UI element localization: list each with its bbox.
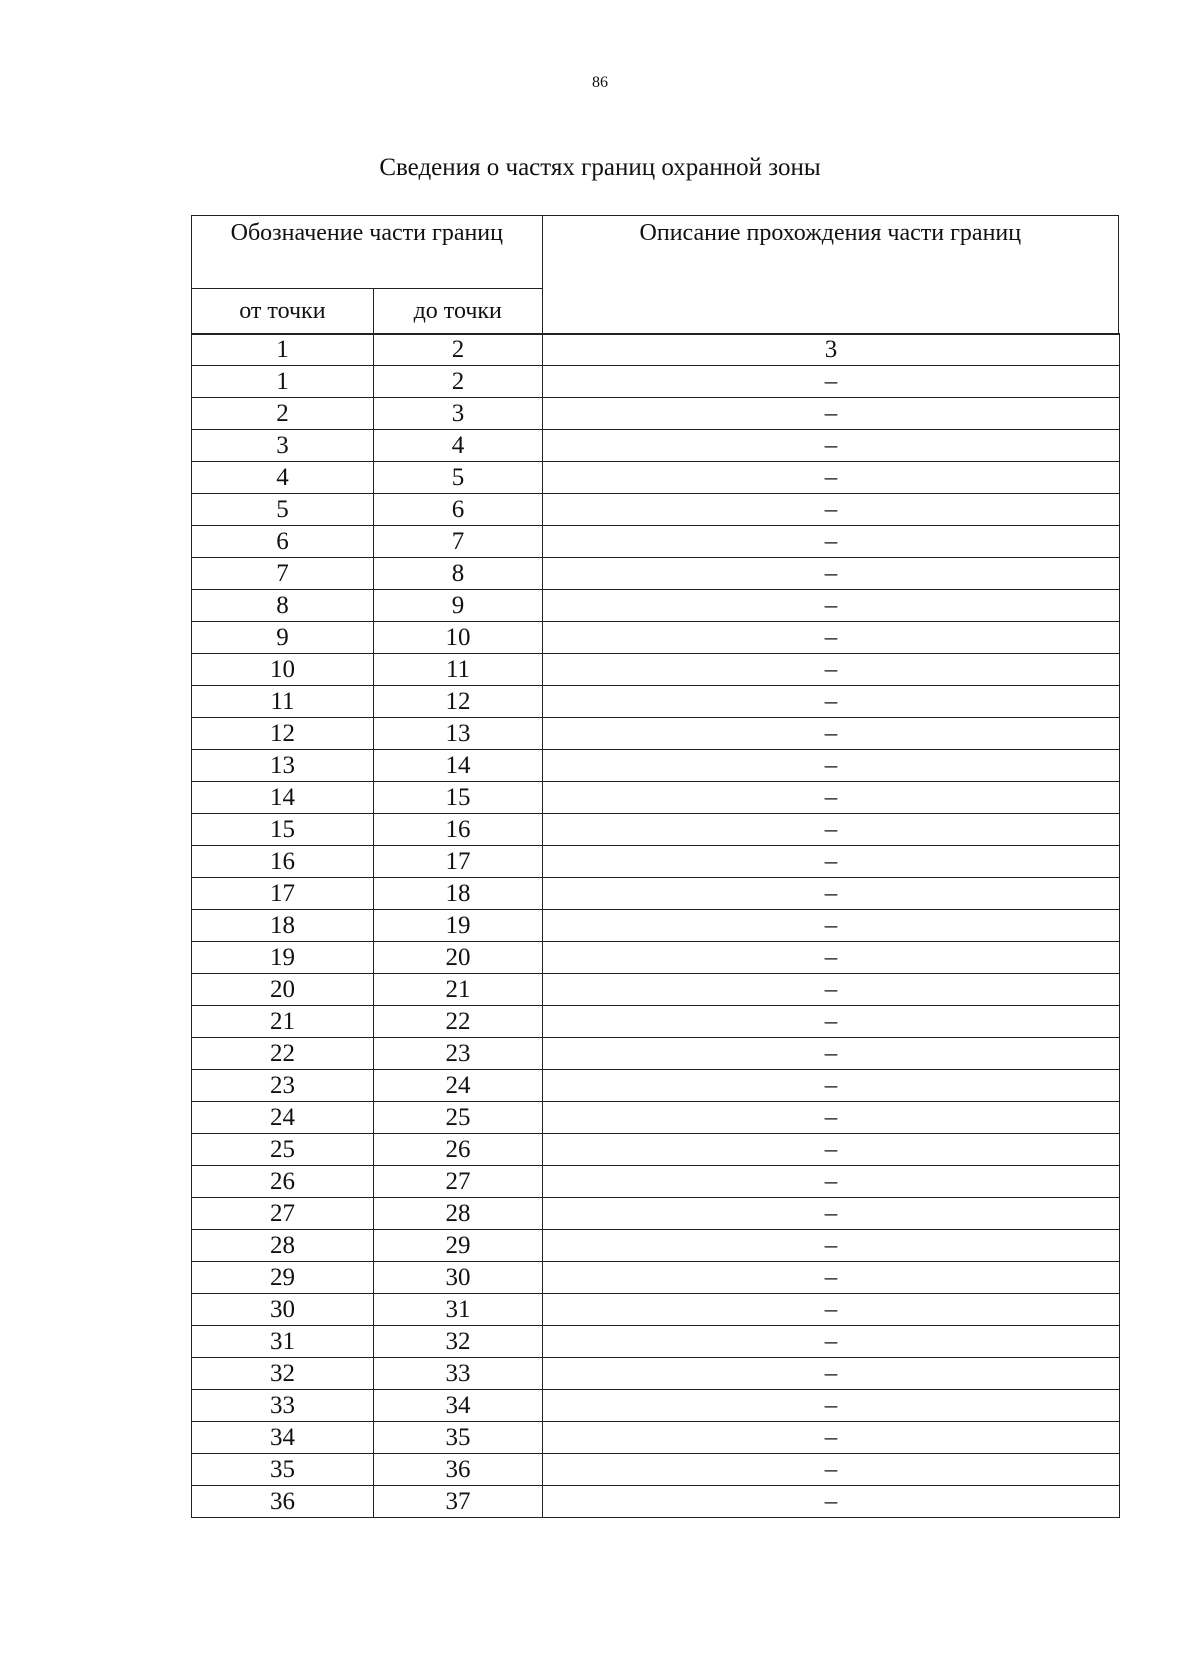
to-point-cell: 26 [374,1134,543,1166]
from-point-cell: 29 [192,1262,374,1294]
from-point-cell: 22 [192,1038,374,1070]
table-row [192,1038,1120,1070]
from-point-cell: 16 [192,846,374,878]
description-cell: – [543,1358,1120,1390]
description-cell: – [543,1102,1120,1134]
description-cell: – [543,1326,1120,1358]
to-point-cell: 4 [374,430,543,462]
table-row [192,1262,1120,1294]
from-point-cell: 27 [192,1198,374,1230]
table-row [192,814,1120,846]
from-point-cell: 4 [192,462,374,494]
to-point-cell: 9 [374,590,543,622]
from-point-cell: 14 [192,782,374,814]
to-point-cell: 11 [374,654,543,686]
description-cell: – [543,846,1120,878]
header-from-point: от точки [192,289,374,335]
from-point-cell: 11 [192,686,374,718]
table-row [192,430,1120,462]
to-point-cell: 35 [374,1422,543,1454]
document-title: Сведения о частях границ охранной зоны [379,154,821,181]
description-cell: – [543,1198,1120,1230]
from-point-cell: 19 [192,942,374,974]
to-point-cell: 33 [374,1358,543,1390]
to-point-cell: 18 [374,878,543,910]
description-cell: – [543,1134,1120,1166]
description-cell: – [543,494,1120,526]
to-point-cell: 34 [374,1390,543,1422]
to-point-cell: 22 [374,1006,543,1038]
from-point-cell: 1 [192,366,374,398]
table-header [191,215,1119,335]
table-row [192,1070,1120,1102]
table-row [192,398,1120,430]
description-cell: – [543,1262,1120,1294]
description-cell: – [543,974,1120,1006]
description-cell: – [543,1230,1120,1262]
description-cell: – [543,398,1120,430]
to-point-cell: 36 [374,1454,543,1486]
table-row [192,1006,1120,1038]
to-point-cell: 3 [374,398,543,430]
to-point-cell: 6 [374,494,543,526]
column-number: 2 [374,334,543,366]
table-row [192,1422,1120,1454]
to-point-cell: 12 [374,686,543,718]
from-point-cell: 15 [192,814,374,846]
from-point-cell: 10 [192,654,374,686]
table-row [192,1166,1120,1198]
column-number: 1 [192,334,374,366]
to-point-cell: 23 [374,1038,543,1070]
to-point-cell: 21 [374,974,543,1006]
description-cell: – [543,782,1120,814]
description-cell: – [543,910,1120,942]
description-cell: – [543,430,1120,462]
table-row [192,1134,1120,1166]
description-cell: – [543,1486,1120,1518]
to-point-cell: 13 [374,718,543,750]
description-cell: – [543,1006,1120,1038]
page-number: 86 [592,74,608,91]
table-row [192,910,1120,942]
table-row [192,622,1120,654]
from-point-cell: 18 [192,910,374,942]
from-point-cell: 20 [192,974,374,1006]
from-point-cell: 9 [192,622,374,654]
to-point-cell: 15 [374,782,543,814]
from-point-cell: 7 [192,558,374,590]
table-row [192,1326,1120,1358]
from-point-cell: 23 [192,1070,374,1102]
description-cell: – [543,942,1120,974]
description-cell: – [543,366,1120,398]
description-cell: – [543,718,1120,750]
to-point-cell: 31 [374,1294,543,1326]
from-point-cell: 28 [192,1230,374,1262]
from-point-cell: 32 [192,1358,374,1390]
to-point-cell: 25 [374,1102,543,1134]
header-to-point: до точки [373,289,542,335]
to-point-cell: 17 [374,846,543,878]
table-row [192,1198,1120,1230]
table-row [192,878,1120,910]
to-point-cell: 19 [374,910,543,942]
column-number-row [192,334,1120,366]
description-cell: – [543,558,1120,590]
from-point-cell: 6 [192,526,374,558]
description-cell: – [543,1390,1120,1422]
to-point-cell: 30 [374,1262,543,1294]
table-row [192,686,1120,718]
from-point-cell: 21 [192,1006,374,1038]
description-cell: – [543,526,1120,558]
to-point-cell: 28 [374,1198,543,1230]
from-point-cell: 25 [192,1134,374,1166]
to-point-cell: 27 [374,1166,543,1198]
table-row [192,526,1120,558]
from-point-cell: 3 [192,430,374,462]
to-point-cell: 8 [374,558,543,590]
to-point-cell: 32 [374,1326,543,1358]
description-cell: – [543,590,1120,622]
from-point-cell: 12 [192,718,374,750]
description-cell: – [543,1422,1120,1454]
table-row [192,718,1120,750]
description-cell: – [543,750,1120,782]
table-row [192,558,1120,590]
to-point-cell: 37 [374,1486,543,1518]
table-row [192,750,1120,782]
table-row [192,1294,1120,1326]
description-cell: – [543,1454,1120,1486]
description-cell: – [543,1294,1120,1326]
description-cell: – [543,622,1120,654]
to-point-cell: 7 [374,526,543,558]
table-row [192,1486,1120,1518]
from-point-cell: 33 [192,1390,374,1422]
from-point-cell: 35 [192,1454,374,1486]
table-row [192,974,1120,1006]
table-row [192,1390,1120,1422]
description-cell: – [543,654,1120,686]
description-cell: – [543,814,1120,846]
to-point-cell: 20 [374,942,543,974]
description-cell: – [543,462,1120,494]
table-row [192,1358,1120,1390]
from-point-cell: 31 [192,1326,374,1358]
to-point-cell: 10 [374,622,543,654]
to-point-cell: 5 [374,462,543,494]
from-point-cell: 36 [192,1486,374,1518]
to-point-cell: 16 [374,814,543,846]
table-row [192,366,1120,398]
to-point-cell: 29 [374,1230,543,1262]
table-row [192,462,1120,494]
to-point-cell: 24 [374,1070,543,1102]
from-point-cell: 24 [192,1102,374,1134]
table-row [192,942,1120,974]
table-row [192,1230,1120,1262]
table-row [192,1102,1120,1134]
from-point-cell: 13 [192,750,374,782]
from-point-cell: 2 [192,398,374,430]
description-cell: – [543,1038,1120,1070]
to-point-cell: 2 [374,366,543,398]
header-description: Описание прохождения части границ [542,216,1118,335]
table-row [192,846,1120,878]
header-boundary-designation: Обозначение части границ [192,216,543,289]
table-row [192,654,1120,686]
from-point-cell: 30 [192,1294,374,1326]
description-cell: – [543,1070,1120,1102]
from-point-cell: 34 [192,1422,374,1454]
from-point-cell: 8 [192,590,374,622]
to-point-cell: 14 [374,750,543,782]
from-point-cell: 5 [192,494,374,526]
description-cell: – [543,878,1120,910]
table-row [192,494,1120,526]
from-point-cell: 17 [192,878,374,910]
boundary-parts-table [191,333,1120,1518]
table-row [192,1454,1120,1486]
from-point-cell: 26 [192,1166,374,1198]
table-row [192,782,1120,814]
column-number: 3 [543,334,1120,366]
description-cell: – [543,686,1120,718]
table-row [192,590,1120,622]
description-cell: – [543,1166,1120,1198]
